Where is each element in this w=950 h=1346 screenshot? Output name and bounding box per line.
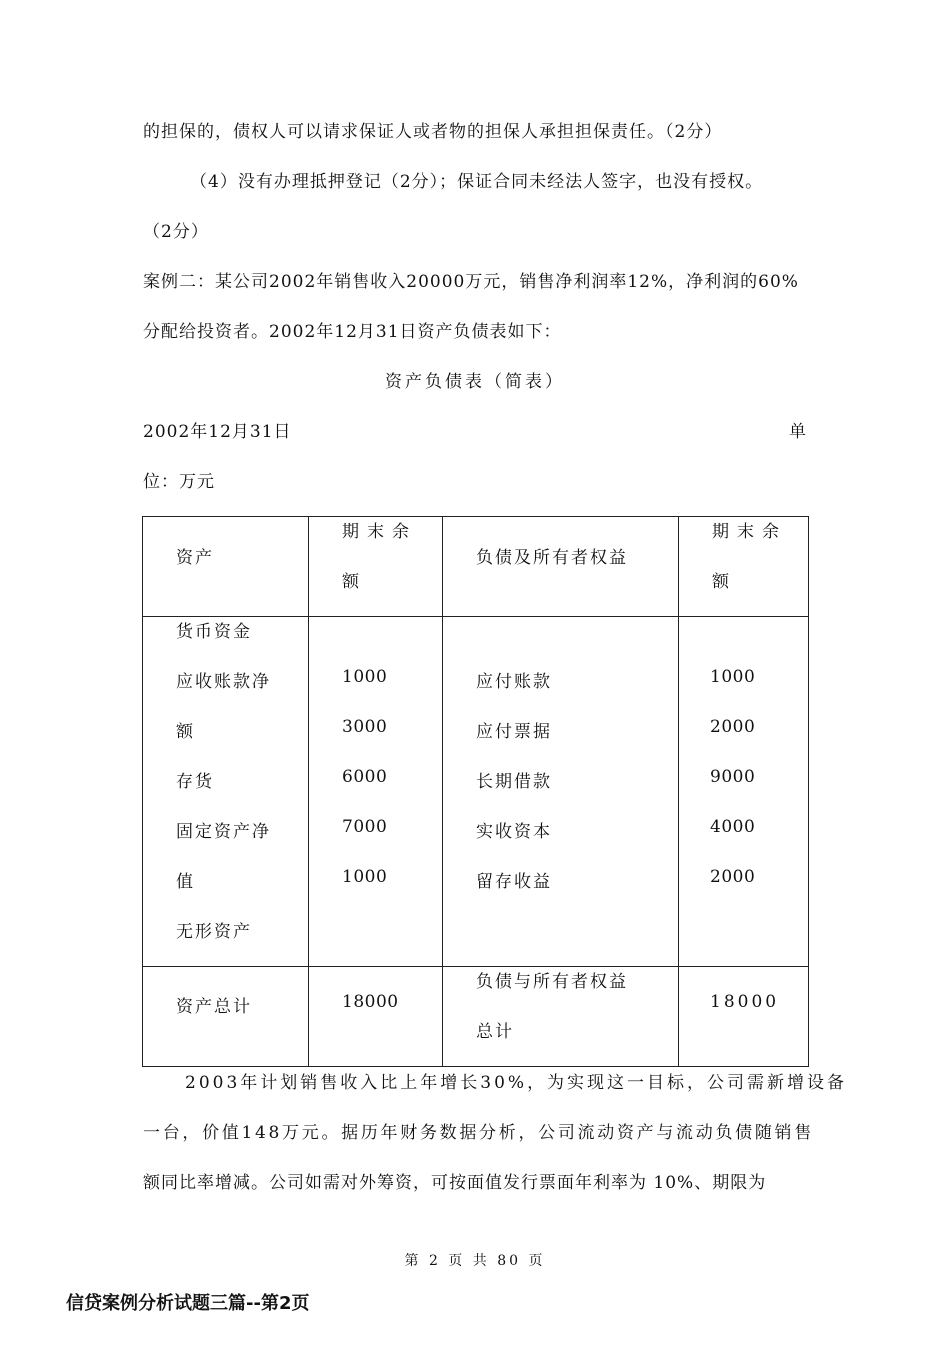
liability-values-cell bbox=[679, 617, 809, 967]
asset-values-cell bbox=[309, 617, 443, 967]
total-liability-label-cell bbox=[443, 967, 679, 1067]
header-liability: 负债及所有者权益 bbox=[476, 548, 628, 568]
total-asset-label: 资产总计 bbox=[176, 997, 252, 1017]
asset-labels-cell bbox=[143, 617, 309, 967]
text-segment: 30% bbox=[480, 1073, 528, 1093]
total-asset-value: 18000 bbox=[342, 992, 399, 1012]
asset-value: 3000 bbox=[342, 717, 388, 737]
asset-value: 7000 bbox=[342, 817, 388, 837]
header-cell-asset bbox=[143, 517, 309, 617]
total-liability-label-2: 总计 bbox=[476, 1022, 514, 1042]
total-liability-value: 18000 bbox=[710, 992, 780, 1012]
liability-labels-cell bbox=[443, 617, 679, 967]
total-asset-value-cell bbox=[309, 967, 443, 1067]
header-asset-balance-1: 期末余 bbox=[342, 522, 417, 542]
liability-value: 1000 bbox=[710, 667, 756, 687]
paragraph-line: 一台，价值148万元。据历年财务数据分析，公司流动资产与流动负债随销售 bbox=[143, 1123, 814, 1143]
paragraph-line bbox=[185, 1068, 847, 1093]
asset-label: 应收账款净 bbox=[176, 672, 271, 692]
asset-label: 无形资产 bbox=[176, 922, 252, 942]
footer-title: 信贷案例分析试题三篇--第2页 bbox=[66, 1293, 310, 1314]
liability-label: 留存收益 bbox=[476, 872, 552, 892]
asset-value: 1000 bbox=[342, 867, 388, 887]
header-cell-liability-balance bbox=[679, 517, 809, 617]
liability-value: 2000 bbox=[710, 867, 756, 887]
asset-label: 值 bbox=[176, 872, 195, 892]
liability-label: 应付账款 bbox=[476, 672, 552, 692]
table-header-row bbox=[143, 517, 809, 617]
header-liability-balance-2: 额 bbox=[712, 572, 731, 592]
asset-value: 1000 bbox=[342, 667, 388, 687]
header-asset-balance-2: 额 bbox=[342, 572, 361, 592]
asset-label: 额 bbox=[176, 722, 195, 742]
asset-label: 固定资产净 bbox=[176, 822, 271, 842]
liability-value: 4000 bbox=[710, 817, 756, 837]
liability-label: 长期借款 bbox=[476, 772, 552, 792]
asset-value: 6000 bbox=[342, 767, 388, 787]
paragraph-line: 的担保的，债权人可以请求保证人或者物的担保人承担担保责任。（2分） bbox=[143, 122, 723, 142]
header-liability-balance-1: 期末余 bbox=[712, 522, 787, 542]
liability-value: 2000 bbox=[710, 717, 756, 737]
paragraph-line: （2分） bbox=[143, 222, 209, 242]
paragraph-line: 案例二：某公司2002年销售收入20000万元，销售净利润率12%，净利润的60% bbox=[143, 272, 799, 292]
asset-label: 货币资金 bbox=[176, 622, 252, 642]
unit-label-part1: 单 bbox=[789, 422, 807, 442]
text-segment: ，为实现这一目标，公司需新增设备 bbox=[527, 1073, 848, 1093]
paragraph-line: （4）没有办理抵押登记（2分）；保证合同未经法人签字，也没有授权。 bbox=[190, 172, 764, 192]
total-liability-label-1: 负债与所有者权益 bbox=[476, 972, 628, 992]
liability-label: 应付票据 bbox=[476, 722, 552, 742]
liability-value: 9000 bbox=[710, 767, 756, 787]
total-asset-label-cell bbox=[143, 967, 309, 1067]
header-cell-liability bbox=[443, 517, 679, 617]
page-number: 第 2 页 共 80 页 bbox=[404, 1253, 546, 1269]
balance-sheet-table bbox=[142, 516, 809, 1067]
header-cell-asset-balance bbox=[309, 517, 443, 617]
unit-label-part2: 位：万元 bbox=[143, 472, 215, 492]
total-liability-value-cell bbox=[679, 967, 809, 1067]
table-total-row bbox=[143, 967, 809, 1067]
table-body-row bbox=[143, 617, 809, 967]
header-asset: 资产 bbox=[176, 548, 214, 568]
paragraph-line: 额同比率增减。公司如需对外筹资，可按面值发行票面年利率为 10%、期限为 bbox=[143, 1173, 767, 1193]
table-title: 资产负债表（简表） bbox=[385, 372, 565, 392]
liability-label: 实收资本 bbox=[476, 822, 552, 842]
text-segment: 2003年计划销售收入比上年增长 bbox=[185, 1073, 481, 1093]
paragraph-line: 分配给投资者。2002年12月31日资产负债表如下： bbox=[143, 322, 562, 342]
date-line: 2002年12月31日 bbox=[143, 422, 292, 442]
asset-label: 存货 bbox=[176, 772, 214, 792]
